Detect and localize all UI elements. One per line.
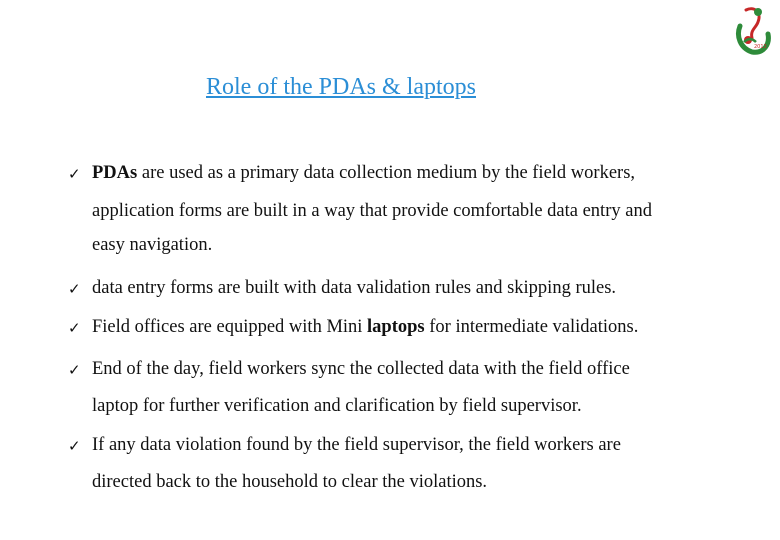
bullet-text: data entry forms are built with data validation rules and skipping rules. xyxy=(92,278,617,298)
bullet-text-line xyxy=(92,163,635,184)
bullet-text-line xyxy=(92,435,621,456)
bullet-text: application forms are built in a way that provide comfortable data entry and xyxy=(92,201,652,221)
bullet-text: If any data violation found by the field supervisor, the field workers are xyxy=(92,435,621,455)
bold-term: PDAs xyxy=(92,163,138,183)
check-icon: ✓ xyxy=(68,165,81,183)
page-title: Role of the PDAs & laptops xyxy=(206,74,476,100)
bullet-text: easy navigation. xyxy=(92,235,213,255)
bullet-text-line xyxy=(92,359,630,380)
bullet-text: for intermediate validations. xyxy=(424,317,639,337)
bullet-text: laptop for further verification and clarification by field supervisor. xyxy=(92,396,582,416)
bullet-text: Field offices are equipped with Mini xyxy=(92,317,368,337)
bold-term: laptops xyxy=(367,317,425,337)
svg-text:2013: 2013 xyxy=(754,44,767,50)
bullet-text: directed back to the household to clear the violations. xyxy=(92,472,488,492)
check-icon: ✓ xyxy=(68,437,81,455)
bullet-text-line xyxy=(92,278,616,299)
bullet-text: End of the day, field workers sync the collected data with the field office xyxy=(92,359,630,379)
bullet-text: are used as a primary data collection medium by the field workers, xyxy=(137,163,636,183)
bullet-text-line xyxy=(92,317,638,338)
bullet-text-line xyxy=(92,201,652,222)
check-icon: ✓ xyxy=(68,280,81,298)
bullet-text-line xyxy=(92,235,212,256)
bullet-text-line xyxy=(92,472,487,493)
bullet-text-line xyxy=(92,396,582,417)
check-icon: ✓ xyxy=(68,319,81,337)
check-icon: ✓ xyxy=(68,361,81,379)
